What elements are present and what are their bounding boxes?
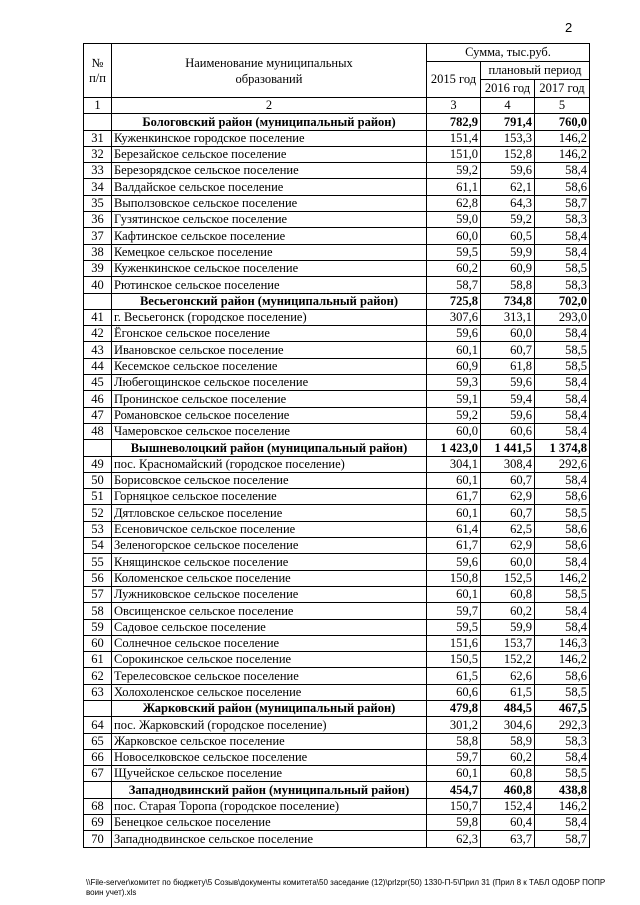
value-2015: 59,8 [427,815,481,831]
value-2015: 60,9 [427,358,481,374]
col-number-4: 4 [481,98,535,114]
row-name: Чамеровское сельское поселение [112,423,427,439]
value-2016: 153,7 [481,635,535,651]
value-2016: 58,9 [481,733,535,749]
row-number: 53 [84,521,112,537]
value-2017: 58,4 [535,163,590,179]
value-2016: 60,7 [481,472,535,488]
value-2016: 59,9 [481,619,535,635]
table-row [84,749,590,765]
row-number: 35 [84,195,112,211]
value-2017: 58,6 [535,489,590,505]
row-name: Коломенское сельское поселение [112,570,427,586]
row-number [84,293,112,309]
value-2015: 59,7 [427,749,481,765]
table-row [84,407,590,423]
header-year-2015: 2015 год [427,62,481,98]
value-2015: 782,9 [427,114,481,130]
value-2017: 58,4 [535,326,590,342]
value-2016: 63,7 [481,831,535,847]
value-2016: 59,9 [481,244,535,260]
value-2016: 60,9 [481,260,535,276]
table-row [84,521,590,537]
value-2017: 58,6 [535,668,590,684]
value-2016: 62,6 [481,668,535,684]
row-number: 45 [84,375,112,391]
value-2015: 59,6 [427,554,481,570]
value-2017: 58,5 [535,586,590,602]
row-name: Романовское сельское поселение [112,407,427,423]
value-2017: 292,6 [535,456,590,472]
value-2017: 58,3 [535,733,590,749]
value-2015: 61,5 [427,668,481,684]
row-number [84,114,112,130]
value-2016: 313,1 [481,309,535,325]
row-name: пос. Жарковский (городское поселение) [112,717,427,733]
value-2015: 151,6 [427,635,481,651]
value-2017: 58,4 [535,244,590,260]
value-2017: 146,2 [535,570,590,586]
value-2016: 61,8 [481,358,535,374]
row-name: Кемецкое сельское поселение [112,244,427,260]
row-number: 65 [84,733,112,749]
row-number: 64 [84,717,112,733]
table-row [84,603,590,619]
value-2016: 152,2 [481,652,535,668]
row-name: Ивановское сельское поселение [112,342,427,358]
table-row [84,554,590,570]
value-2017: 58,4 [535,228,590,244]
col-number-1: 1 [84,98,112,114]
value-2015: 62,3 [427,831,481,847]
value-2017: 58,4 [535,391,590,407]
table-row [84,179,590,195]
value-2015: 58,7 [427,277,481,293]
row-name: Бенецкое сельское поселение [112,815,427,831]
row-name: Бологовский район (муниципальный район) [112,114,427,130]
row-name: Лужниковское сельское поселение [112,586,427,602]
value-2015: 62,8 [427,195,481,211]
district-row [84,700,590,716]
value-2015: 307,6 [427,309,481,325]
value-2015: 304,1 [427,456,481,472]
row-name: Рютинское сельское поселение [112,277,427,293]
value-2017: 58,4 [535,619,590,635]
table-row [84,798,590,814]
value-2016: 60,5 [481,228,535,244]
row-number: 59 [84,619,112,635]
row-name: Зеленогорское сельское поселение [112,538,427,554]
row-number: 60 [84,635,112,651]
value-2015: 60,0 [427,228,481,244]
row-name: Терелесовское сельское поселение [112,668,427,684]
district-row [84,114,590,130]
table-row [84,489,590,505]
row-number: 32 [84,146,112,162]
value-2016: 59,6 [481,163,535,179]
value-2017: 702,0 [535,293,590,309]
value-2017: 58,4 [535,472,590,488]
row-number: 52 [84,505,112,521]
value-2016: 60,4 [481,815,535,831]
row-number: 38 [84,244,112,260]
row-name: Жарковский район (муниципальный район) [112,700,427,716]
value-2017: 146,2 [535,130,590,146]
value-2017: 146,3 [535,635,590,651]
value-2016: 62,9 [481,489,535,505]
row-name: Новоселковское сельское поселение [112,749,427,765]
row-number: 57 [84,586,112,602]
value-2016: 60,7 [481,342,535,358]
table-row [84,342,590,358]
value-2016: 152,8 [481,146,535,162]
row-number: 63 [84,684,112,700]
value-2015: 60,1 [427,505,481,521]
row-number: 67 [84,766,112,782]
value-2015: 59,2 [427,163,481,179]
row-number [84,440,112,456]
row-name: Княщинское сельское поселение [112,554,427,570]
table-row [84,391,590,407]
table-row [84,586,590,602]
row-name: Березайское сельское поселение [112,146,427,162]
row-name: Пронинское сельское поселение [112,391,427,407]
value-2016: 152,5 [481,570,535,586]
value-2017: 58,4 [535,749,590,765]
row-number: 58 [84,603,112,619]
table-row [84,195,590,211]
row-number: 51 [84,489,112,505]
value-2017: 58,3 [535,277,590,293]
value-2016: 59,6 [481,407,535,423]
row-name: Щучейское сельское поселение [112,766,427,782]
row-number: 44 [84,358,112,374]
table-row [84,260,590,276]
table-row [84,358,590,374]
value-2015: 60,1 [427,586,481,602]
district-row [84,782,590,798]
table-header-row-1 [84,44,590,62]
value-2017: 58,4 [535,603,590,619]
row-name: пос. Красномайский (городское поселение) [112,456,427,472]
row-name: Дятловское сельское поселение [112,505,427,521]
table-row [84,244,590,260]
value-2015: 60,6 [427,684,481,700]
value-2016: 60,0 [481,326,535,342]
value-2015: 59,2 [427,407,481,423]
row-name: Жарковское сельское поселение [112,733,427,749]
value-2016: 58,8 [481,277,535,293]
value-2017: 146,2 [535,798,590,814]
row-name: Кесемское сельское поселение [112,358,427,374]
table-row [84,146,590,162]
col-number-5: 5 [535,98,590,114]
row-number [84,782,112,798]
value-2016: 60,6 [481,423,535,439]
value-2015: 454,7 [427,782,481,798]
value-2017: 58,6 [535,521,590,537]
value-2015: 59,5 [427,244,481,260]
value-2017: 58,5 [535,260,590,276]
table-row [84,684,590,700]
district-row [84,293,590,309]
value-2015: 150,5 [427,652,481,668]
row-name: Куженкинское сельское поселение [112,260,427,276]
value-2015: 725,8 [427,293,481,309]
table-row [84,130,590,146]
row-number: 68 [84,798,112,814]
header-sum: Сумма, тыс.руб. [427,44,590,62]
table-row [84,831,590,847]
table-row [84,456,590,472]
row-name: пос. Старая Торопа (городское поселение) [112,798,427,814]
header-name: Наименование муниципальных образований [112,44,427,98]
row-number: 55 [84,554,112,570]
value-2017: 293,0 [535,309,590,325]
value-2017: 58,4 [535,407,590,423]
value-2017: 58,5 [535,342,590,358]
table-row [84,635,590,651]
table-row [84,228,590,244]
row-number: 61 [84,652,112,668]
value-2017: 58,3 [535,212,590,228]
value-2015: 59,1 [427,391,481,407]
value-2015: 61,7 [427,538,481,554]
row-name: Западнодвинский район (муниципальный район) [112,782,427,798]
value-2017: 467,5 [535,700,590,716]
value-2015: 59,3 [427,375,481,391]
value-2017: 760,0 [535,114,590,130]
table-row [84,619,590,635]
header-num: № п/п [84,44,112,98]
value-2017: 58,6 [535,179,590,195]
table-row [84,163,590,179]
header-planned-period: плановый период [481,62,590,80]
value-2017: 58,4 [535,423,590,439]
value-2017: 146,2 [535,146,590,162]
value-2015: 59,6 [427,326,481,342]
value-2016: 59,6 [481,375,535,391]
value-2016: 308,4 [481,456,535,472]
table-row [84,375,590,391]
row-number: 40 [84,277,112,293]
value-2016: 60,7 [481,505,535,521]
row-name: Есеновичское сельское поселение [112,521,427,537]
value-2016: 62,5 [481,521,535,537]
row-number: 37 [84,228,112,244]
value-2017: 58,4 [535,375,590,391]
value-2016: 62,9 [481,538,535,554]
header-year-2016: 2016 год [481,80,535,98]
value-2016: 60,8 [481,586,535,602]
value-2015: 60,1 [427,472,481,488]
value-2015: 59,7 [427,603,481,619]
value-2015: 150,8 [427,570,481,586]
table-row [84,423,590,439]
col-number-3: 3 [427,98,481,114]
file-path-footer: \\File-server\комитет по бюджету\5 Созыв\документы комитета\50 заседание (12)\prlzpr(50) 1330-П-5\Прил 31 (Прил 8 к ТАБЛ ОДОБР ПОПР воин учет).xls [86,878,606,897]
value-2015: 61,4 [427,521,481,537]
row-number: 56 [84,570,112,586]
table-row [84,766,590,782]
row-name: Ёгонское сельское поселение [112,326,427,342]
value-2017: 1 374,8 [535,440,590,456]
value-2017: 58,4 [535,554,590,570]
row-number: 47 [84,407,112,423]
value-2016: 60,2 [481,603,535,619]
value-2015: 1 423,0 [427,440,481,456]
value-2016: 62,1 [481,179,535,195]
row-number: 43 [84,342,112,358]
row-number: 33 [84,163,112,179]
value-2015: 60,0 [427,423,481,439]
value-2015: 61,1 [427,179,481,195]
table-row [84,538,590,554]
value-2015: 60,2 [427,260,481,276]
value-2016: 59,4 [481,391,535,407]
value-2016: 791,4 [481,114,535,130]
value-2017: 58,5 [535,684,590,700]
row-name: Солнечное сельское поселение [112,635,427,651]
value-2017: 146,2 [535,652,590,668]
col-number-2: 2 [112,98,427,114]
value-2017: 438,8 [535,782,590,798]
table-column-numbers [84,98,590,114]
value-2015: 479,8 [427,700,481,716]
row-number: 48 [84,423,112,439]
value-2016: 60,8 [481,766,535,782]
value-2016: 60,0 [481,554,535,570]
row-name: Березорядское сельское поселение [112,163,427,179]
table-row [84,668,590,684]
table-row [84,815,590,831]
row-name: Овсищенское сельское поселение [112,603,427,619]
row-number: 34 [84,179,112,195]
table-row [84,309,590,325]
value-2016: 734,8 [481,293,535,309]
table-row [84,277,590,293]
page-number: 2 [565,20,573,35]
row-number: 39 [84,260,112,276]
row-number: 54 [84,538,112,554]
row-name: Сорокинское сельское поселение [112,652,427,668]
value-2015: 60,1 [427,766,481,782]
row-name: г. Весьегонск (городское поселение) [112,309,427,325]
value-2016: 61,5 [481,684,535,700]
row-name: Западнодвинское сельское поселение [112,831,427,847]
row-number: 69 [84,815,112,831]
row-name: Гузятинское сельское поселение [112,212,427,228]
table-row [84,505,590,521]
table-row [84,733,590,749]
value-2017: 58,7 [535,195,590,211]
row-name: Кафтинское сельское поселение [112,228,427,244]
value-2016: 460,8 [481,782,535,798]
table-row [84,717,590,733]
row-number: 46 [84,391,112,407]
row-number: 70 [84,831,112,847]
value-2015: 59,0 [427,212,481,228]
row-name: Борисовское сельское поселение [112,472,427,488]
value-2017: 58,5 [535,766,590,782]
row-name: Садовое сельское поселение [112,619,427,635]
row-name: Холохоленское сельское поселение [112,684,427,700]
value-2017: 58,6 [535,538,590,554]
value-2017: 58,5 [535,358,590,374]
value-2015: 301,2 [427,717,481,733]
value-2015: 60,1 [427,342,481,358]
row-name: Вышневолоцкий район (муниципальный район) [112,440,427,456]
table-row [84,652,590,668]
row-number: 49 [84,456,112,472]
value-2015: 151,4 [427,130,481,146]
row-number: 66 [84,749,112,765]
row-number: 41 [84,309,112,325]
row-number [84,700,112,716]
value-2017: 292,3 [535,717,590,733]
value-2016: 152,4 [481,798,535,814]
value-2016: 59,2 [481,212,535,228]
value-2017: 58,5 [535,505,590,521]
table-row [84,570,590,586]
value-2017: 58,4 [535,815,590,831]
row-name: Куженкинское городское поселение [112,130,427,146]
table-row [84,472,590,488]
value-2016: 484,5 [481,700,535,716]
table-row [84,212,590,228]
row-number: 62 [84,668,112,684]
district-row [84,440,590,456]
value-2015: 150,7 [427,798,481,814]
row-name: Выползовское сельское поселение [112,195,427,211]
row-number: 36 [84,212,112,228]
row-number: 50 [84,472,112,488]
budget-table [83,43,590,848]
value-2016: 153,3 [481,130,535,146]
value-2015: 58,8 [427,733,481,749]
row-name: Любегощинское сельское поселение [112,375,427,391]
row-name: Валдайское сельское поселение [112,179,427,195]
value-2016: 304,6 [481,717,535,733]
value-2015: 59,5 [427,619,481,635]
value-2017: 58,7 [535,831,590,847]
value-2016: 64,3 [481,195,535,211]
value-2015: 61,7 [427,489,481,505]
row-number: 31 [84,130,112,146]
row-name: Горняцкое сельское поселение [112,489,427,505]
value-2015: 151,0 [427,146,481,162]
row-name: Весьегонский район (муниципальный район) [112,293,427,309]
table-row [84,326,590,342]
row-number: 42 [84,326,112,342]
value-2016: 1 441,5 [481,440,535,456]
value-2016: 60,2 [481,749,535,765]
header-year-2017: 2017 год [535,80,590,98]
